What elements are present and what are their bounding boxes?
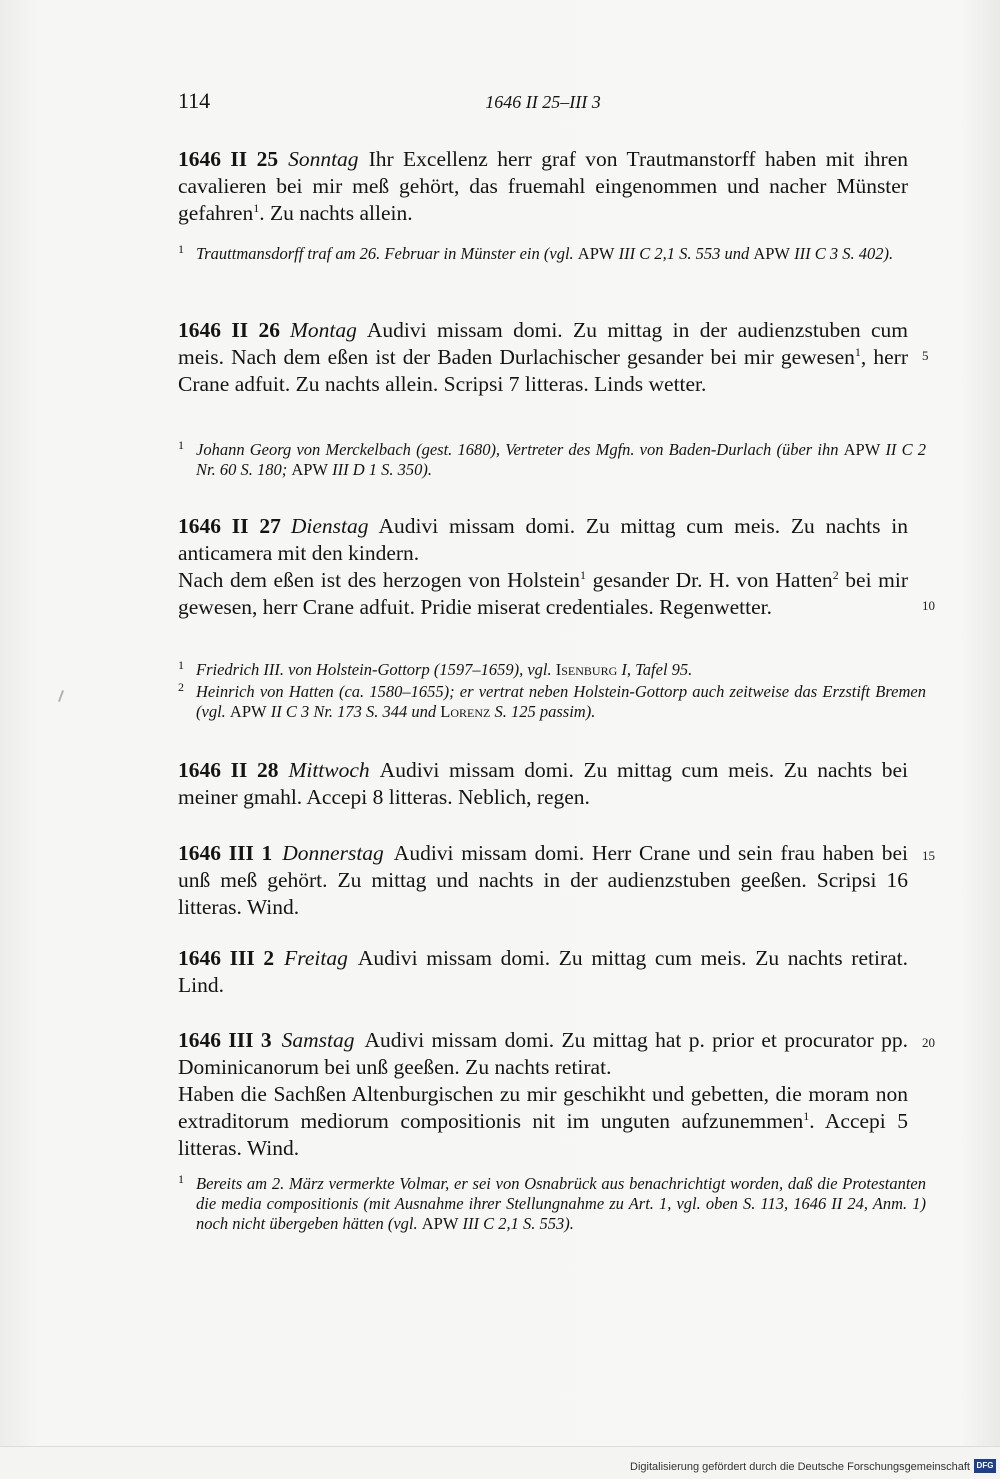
footnote-text: APW (753, 244, 791, 263)
entry-day: Dienstag (290, 514, 369, 538)
diary-entry (178, 757, 908, 811)
page-header (178, 88, 908, 118)
entry-text: gesander Dr. H. von Hatten (585, 568, 833, 592)
diary-entry (178, 1027, 908, 1162)
entry-date: 1646 III 3 (178, 1028, 272, 1052)
footnote: 2 Heinrich von Hatten (ca. 1580–1655); er vertrat neben Holstein-Gottorp auch zeitweise das Erzstift Bremen (vgl. APW II C 3 Nr. 173 S. 344 und Lorenz S. 125 passim). (178, 679, 926, 721)
entry-text: Audivi missam domi. Herr Crane und sein frau haben bei unß meß gehört. Zu mittag und nachts in der audienzstuben geeßen. Scripsi 16 litteras. Wind. (178, 841, 908, 919)
footnote-text: APW (421, 1214, 459, 1233)
footnote: 1 Friedrich III. von Holstein-Gottorp (1597–1659), vgl. Isenburg I, Tafel 95. (178, 657, 693, 679)
footnote-text: Lorenz (440, 702, 491, 721)
entry-text: Audivi missam domi. Zu mittag cum meis. Zu nachts in anticamera mit den kindern. (178, 514, 909, 565)
footnote-ref: 1 (579, 567, 586, 582)
footnote-ref: 1 (803, 1108, 810, 1123)
diary-entry (178, 513, 908, 621)
footnote-ref: 2 (832, 567, 839, 582)
diary-entry (178, 945, 908, 999)
footnote-text: Friedrich III. von Holstein-Gottorp (1597–1659), vgl. (196, 660, 556, 679)
footnote-text: Trauttmansdorff traf am 26. Februar in Münster ein (vgl. (196, 244, 578, 263)
entry-text: Audivi missam domi. Zu mittag hat p. prior et procurator pp. Dominicanorum bei unß geeßen. Zu nachts retirat. (178, 1028, 908, 1079)
line-number: 10 (922, 598, 935, 613)
footnote-ref: 1 (854, 344, 861, 359)
entry-date: 1646 III 1 (178, 841, 273, 865)
footnote-text: II C 2 Nr. 60 S. 180; (196, 440, 927, 479)
footnote-text: III C 2,1 S. 553). (458, 1214, 574, 1233)
entry-day: Montag (290, 318, 357, 342)
entry-date: 1646 III 2 (178, 946, 275, 970)
entry-text: , herr Crane adfuit. Zu nachts allein. Scripsi 7 litteras. Linds wetter. (178, 345, 908, 396)
scan-artifact (58, 690, 64, 702)
entry-text: Audivi missam domi. Zu mittag cum meis. Zu nachts retirat. Lind. (178, 946, 908, 997)
line-number: 5 (922, 348, 929, 363)
running-title: 1646 II 25–III 3 (485, 92, 601, 112)
entry-date: 1646 II 28 (178, 758, 279, 782)
footnote-text: APW (229, 702, 267, 721)
entry-text: Audivi missam domi. Zu mittag in der audienzstuben cum meis. Nach dem eßen ist der Baden Durlachischer gesander bei mir gewesen (178, 318, 908, 369)
funding-notice: Digitalisierung gefördert durch die Deutsche Forschungsgemeinschaft (630, 1461, 970, 1473)
entry-day: Freitag (284, 946, 348, 970)
entry-day: Donnerstag (282, 841, 384, 865)
footnote: 1 Bereits am 2. März vermerkte Volmar, er sei von Osnabrück aus benachrichtigt worden, daß die Protestanten die media compositionis (mit Ausnahme ihrer Stellungnahme zu Art. 1, vgl. oben S. 113, 1646 II 24, Anm. 1) noch nicht übergeben hätten (vgl. APW III C 2,1 S. 553). (178, 1171, 926, 1233)
footnote-text: S. 125 passim). (490, 702, 596, 721)
entry-text: Audivi missam domi. Zu mittag cum meis. Zu nachts bei meiner gmahl. Accepi 8 litteras. Neblich, regen. (178, 758, 909, 809)
footnote: 1 Trauttmansdorff traf am 26. Februar in Münster ein (vgl. APW III C 2,1 S. 553 und APW III C 3 S. 402). (178, 241, 894, 263)
footnote-ref: 1 (253, 200, 260, 215)
footnote-text: Bereits am 2. März vermerkte Volmar, er sei von Osnabrück aus benachrichtigt worden, daß die Protestanten die media compositionis (mit Ausnahme ihrer Stellungnahme zu Art. 1, vgl. oben S. 113, 1646 II 24, Anm. 1) noch nicht übergeben hätten (vgl. (196, 1174, 926, 1233)
entry-text: Ihr Excellenz herr graf von Trautmanstorff haben mit ihren cavalieren bei mir meß gehört, das fruemahl eingenommen und nacher Münster gefahren (178, 147, 908, 225)
entry-text: . Accepi 5 litteras. Wind. (178, 1109, 908, 1160)
footer-bar (0, 1446, 1000, 1479)
footnote-text: Heinrich von Hatten (ca. 1580–1655); er vertrat neben Holstein-Gottorp auch zeitweise das Erzstift Bremen (vgl. (196, 682, 926, 721)
entry-date: 1646 II 26 (178, 318, 281, 342)
entry-date: 1646 II 27 (178, 514, 281, 538)
line-number: 20 (922, 1035, 935, 1050)
footnote-text: I, Tafel 95. (617, 660, 693, 679)
entry-text: bei mir gewesen, herr Crane adfuit. Pridie miserat credentiales. Regenwetter. (178, 568, 908, 619)
diary-entry (178, 146, 908, 227)
footnote-text: III C 2,1 S. 553 und (614, 244, 754, 263)
entry-day: Sonntag (288, 147, 359, 171)
page-number: 114 (178, 88, 211, 113)
dfg-logo: DFG (974, 1459, 996, 1473)
entry-date: 1646 II 25 (178, 147, 279, 171)
entry-text: Nach dem eßen ist des herzogen von Holstein (178, 568, 580, 592)
diary-entry (178, 840, 908, 921)
entry-text: Haben die Sachßen Altenburgischen zu mir geschikht und gebetten, die moram non extraditorum mediorum compositionis nit im unguten aufzunemmen (178, 1082, 908, 1133)
footnote-text: III D 1 S. 350). (328, 460, 433, 479)
footnote-text: II C 3 Nr. 173 S. 344 und (266, 702, 441, 721)
footnote-text: Isenburg (555, 660, 618, 679)
footnote-text: APW (843, 440, 881, 459)
footnote-text: APW (577, 244, 615, 263)
footnote-text: APW (291, 460, 329, 479)
entry-text: . Zu nachts allein. (259, 201, 413, 225)
diary-entry (178, 317, 908, 398)
footnote: 1 Johann Georg von Merckelbach (gest. 1680), Vertreter des Mgfn. von Baden-Durlach (über ihn APW II C 2 Nr. 60 S. 180; APW III D 1 S. 350). (178, 437, 927, 479)
entry-day: Samstag (281, 1028, 355, 1052)
footnote-text: Johann Georg von Merckelbach (gest. 1680), Vertreter des Mgfn. von Baden-Durlach (über ihn (196, 440, 844, 459)
entry-day: Mittwoch (288, 758, 370, 782)
footnote-text: III C 3 S. 402). (790, 244, 894, 263)
line-number: 15 (922, 848, 935, 863)
